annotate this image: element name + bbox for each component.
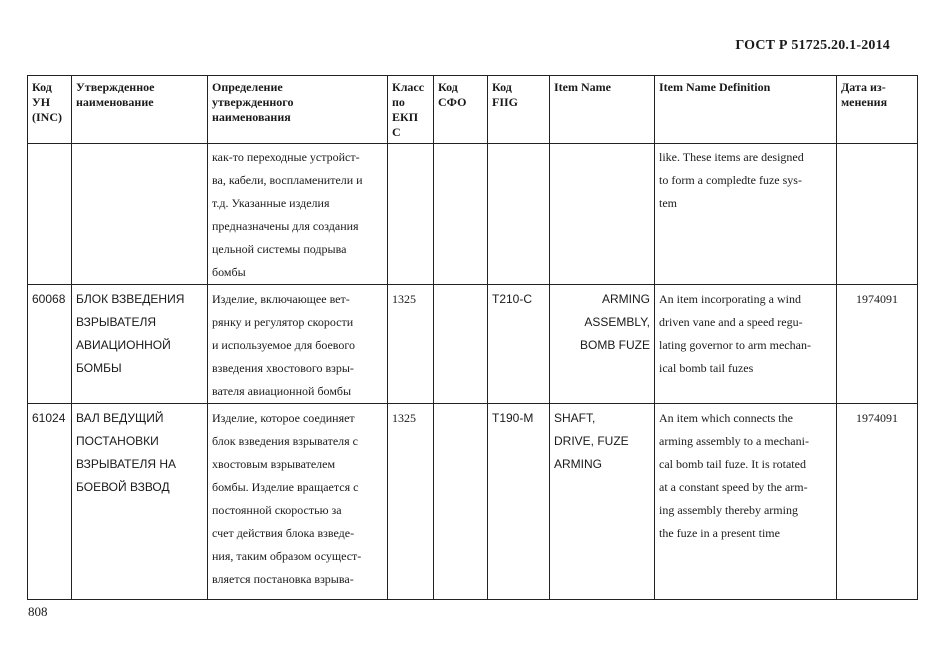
cell-approved-name	[72, 144, 208, 285]
cell-item-definition: like. These items are designed to form a compledte fuze sys- tem	[655, 144, 837, 285]
catalog-table	[27, 75, 918, 600]
cell-item-definition: An item incorporating a wind driven vane and a speed regu- lating governor to arm mechan- ical bomb tail fuzes	[655, 285, 837, 404]
cell-approved-name: ВАЛ ВЕДУЩИЙ ПОСТАНОВКИ ВЗРЫВАТЕЛЯ НА БОЕВОЙ ВЗВОД	[72, 404, 208, 600]
cell-change-date: 1974091	[837, 285, 918, 404]
col-header-name-definition: Определение утвержденного наименования	[208, 76, 388, 144]
col-header-change-date: Дата из- менения	[837, 76, 918, 144]
cell-item-definition: An item which connects the arming assembly to a mechani- cal bomb tail fuze. It is rotated at a constant speed by the arm- ing assembly thereby arming the fuze in a present time	[655, 404, 837, 600]
cell-item-name: SHAFT, DRIVE, FUZE ARMING	[550, 404, 655, 600]
table-header-row	[28, 76, 918, 144]
cell-fiig	[488, 144, 550, 285]
cell-class: 1325	[388, 404, 434, 600]
cell-inc: 60068	[28, 285, 72, 404]
cell-class: 1325	[388, 285, 434, 404]
col-header-class: Класс по ЕКП С	[388, 76, 434, 144]
cell-sfo	[434, 404, 488, 600]
document-code: ГОСТ Р 51725.20.1-2014	[735, 38, 890, 53]
cell-name-definition: Изделие, включающее вет- рянку и регулятор скорости и используемое для боевого взведения хвостового взры- вателя авиационной бомбы	[208, 285, 388, 404]
cell-fiig: T210-C	[488, 285, 550, 404]
cell-item-name: ARMING ASSEMBLY, BOMB FUZE	[550, 285, 655, 404]
table-row	[28, 144, 918, 285]
col-header-approved-name: Утвержденное наименование	[72, 76, 208, 144]
cell-fiig: T190-M	[488, 404, 550, 600]
col-header-inc: Код УН (INC)	[28, 76, 72, 144]
cell-sfo	[434, 285, 488, 404]
cell-sfo	[434, 144, 488, 285]
cell-name-definition: как-то переходные устройст- ва, кабели, воспламенители и т.д. Указанные изделия предназначены для создания цельной системы подрыва бомбы	[208, 144, 388, 285]
cell-approved-name: БЛОК ВЗВЕДЕНИЯ ВЗРЫВАТЕЛЯ АВИАЦИОННОЙ БОМБЫ	[72, 285, 208, 404]
cell-name-definition: Изделие, которое соединяет блок взведения взрывателя с хвостовым взрывателем бомбы. Изделие вращается с постоянной скоростью за счет действия блока взведе- ния, таким образом осущест- вляется постановка взрыва-	[208, 404, 388, 600]
cell-class	[388, 144, 434, 285]
cell-item-name	[550, 144, 655, 285]
col-header-sfo: Код СФО	[434, 76, 488, 144]
page-number: 808	[28, 604, 48, 619]
table-row	[28, 404, 918, 600]
table-row	[28, 285, 918, 404]
col-header-item-name: Item Name	[550, 76, 655, 144]
cell-change-date	[837, 144, 918, 285]
cell-inc	[28, 144, 72, 285]
col-header-fiig: Код FIIG	[488, 76, 550, 144]
col-header-item-definition: Item Name Definition	[655, 76, 837, 144]
cell-change-date: 1974091	[837, 404, 918, 600]
cell-inc: 61024	[28, 404, 72, 600]
